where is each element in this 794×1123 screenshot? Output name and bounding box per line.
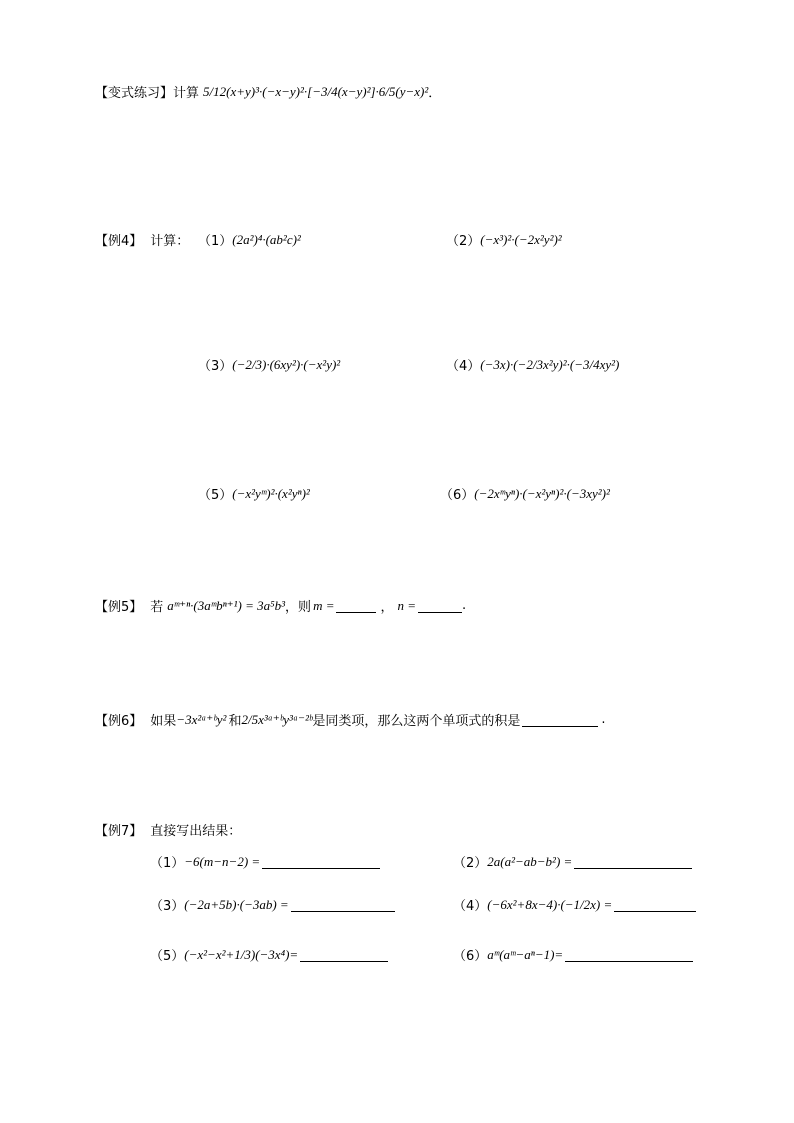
ex5-n-label: n =	[397, 597, 417, 613]
ex7-heading	[95, 820, 241, 839]
item-number: （1）	[150, 856, 185, 871]
ex4-heading	[95, 230, 189, 249]
answer-blank[interactable]	[262, 854, 380, 869]
ex6-post: 是同类项，那么这两个单项式的积是	[312, 714, 521, 729]
ex7-tag: 【例7】	[95, 824, 143, 839]
item-expression: (−x³)²·(−2x²y²)²	[480, 231, 562, 247]
item-expression: (−3x)·(−2/3x²y)²·(−3/4xy²)	[480, 356, 620, 372]
variant-expression: 5/12(x+y)³·(−x−y)²·[−3/4(x−y)²]·6/5(y−x)²	[203, 83, 429, 99]
ex4-tag: 【例4】	[95, 234, 143, 249]
variant-end: ．	[428, 86, 442, 101]
answer-blank[interactable]	[300, 947, 388, 962]
answer-blank[interactable]	[574, 854, 692, 869]
item-number: （2）	[446, 234, 481, 249]
ex6-question	[95, 710, 606, 729]
ex6-expression-2: 2/5x³ᵃ⁺ᵇy³ᵃ⁻²ᵇ	[241, 711, 313, 727]
item-expression: aᵐ(aᵐ−aⁿ−1)=	[487, 946, 564, 962]
item-number: （4）	[453, 899, 488, 914]
ex5-pre: 若	[150, 600, 164, 615]
item-expression: (−2xᵐyⁿ)·(−x²yⁿ)²·(−3xy²)²	[474, 485, 610, 501]
answer-blank[interactable]	[565, 947, 693, 962]
item-number: （3）	[150, 899, 185, 914]
ex4-item-6	[440, 484, 610, 503]
variant-exercise	[95, 82, 441, 101]
ex6-tag: 【例6】	[95, 714, 143, 729]
answer-blank[interactable]	[614, 897, 696, 912]
ex5-tag: 【例5】	[95, 600, 143, 615]
item-number: （5）	[198, 488, 233, 503]
item-expression: (−x²−x²+1/3)(−3x⁴)=	[184, 946, 299, 962]
item-number: （6）	[440, 488, 475, 503]
variant-tag: 【变式练习】	[95, 86, 174, 101]
item-number: （1）	[198, 234, 233, 249]
item-expression: (−2a+5b)·(−3ab) =	[184, 896, 289, 912]
ex4-item-2	[446, 230, 562, 249]
ex4-item-4	[446, 355, 619, 374]
ex6-end: .	[601, 712, 606, 727]
ex5-m-label: m =	[313, 597, 335, 613]
item-number: （5）	[150, 949, 185, 964]
ex6-and: 和	[228, 714, 242, 729]
item-number: （2）	[453, 856, 488, 871]
ex5-n-blank[interactable]	[418, 598, 462, 613]
item-expression: (−2/3)·(6xy²)·(−x²y)²	[232, 356, 341, 372]
ex4-item-3	[198, 355, 340, 374]
ex7-item-5	[150, 945, 388, 964]
item-expression: (2a²)⁴·(ab²c)²	[232, 231, 301, 247]
ex6-answer-blank[interactable]	[522, 712, 598, 727]
item-number: （6）	[453, 949, 488, 964]
ex4-label: 计算：	[150, 234, 190, 249]
item-number: （4）	[446, 359, 481, 374]
item-expression: (−6x²+8x−4)·(−1/2x) =	[487, 896, 613, 912]
item-number: （3）	[198, 359, 233, 374]
ex5-sep: ，	[380, 600, 394, 615]
ex5-mid: ，则	[285, 600, 312, 615]
ex7-item-3	[150, 895, 395, 914]
ex7-item-1	[150, 852, 380, 871]
ex5-expression: aᵐ⁺ⁿ·(3aᵐbⁿ⁺¹) = 3a⁵b³	[167, 597, 286, 613]
ex4-item-5	[198, 484, 310, 503]
ex7-item-2	[453, 852, 692, 871]
ex7-item-4	[453, 895, 696, 914]
ex5-question	[95, 596, 466, 615]
ex5-m-blank[interactable]	[336, 598, 376, 613]
variant-label: 计算	[173, 86, 200, 101]
ex4-item-1	[198, 230, 301, 249]
ex7-label: 直接写出结果：	[150, 824, 242, 839]
item-expression: (−x²yᵐ)²·(x²yⁿ)²	[232, 485, 310, 501]
answer-blank[interactable]	[291, 897, 395, 912]
ex7-item-6	[453, 945, 693, 964]
ex5-end: .	[462, 598, 467, 613]
ex6-expression-1: −3x²ᵃ⁺ᵇy²	[176, 711, 227, 727]
item-expression: −6(m−n−2) =	[184, 853, 261, 869]
item-expression: 2a(a²−ab−b²) =	[487, 853, 573, 869]
ex6-pre: 如果	[150, 714, 177, 729]
